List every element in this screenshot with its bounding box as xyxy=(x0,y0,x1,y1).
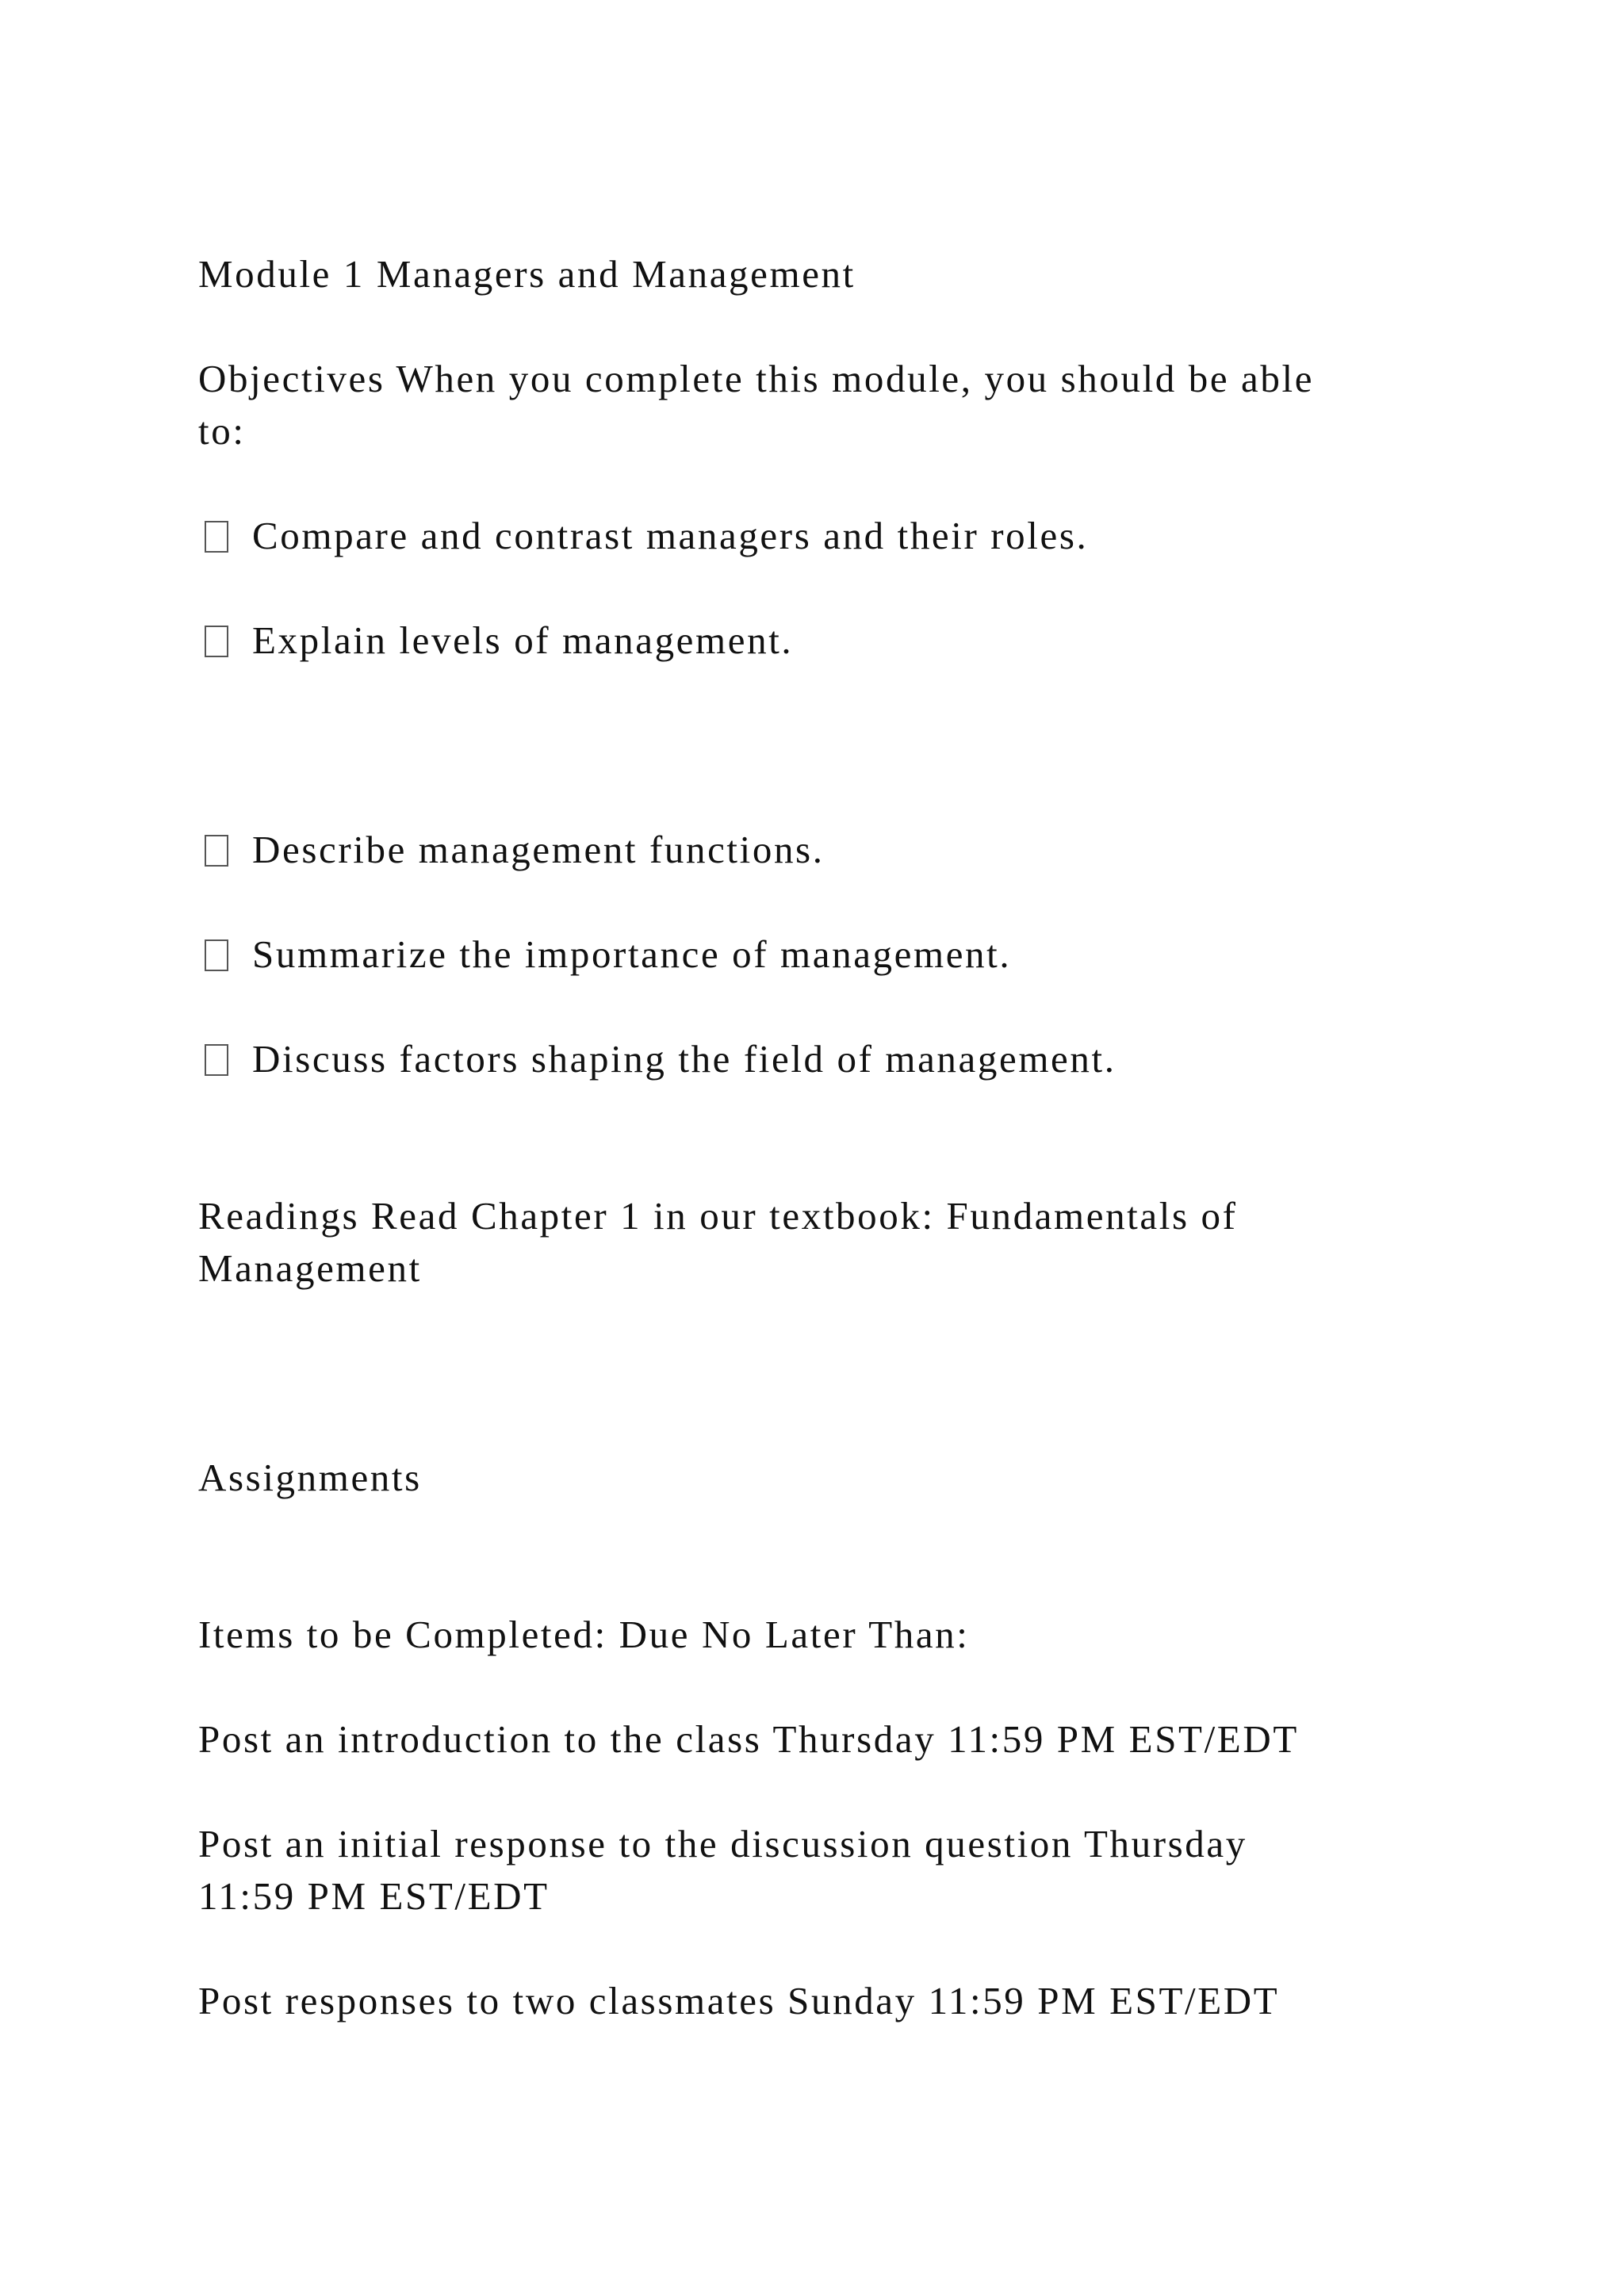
objective-item xyxy=(198,1033,1116,1085)
assignment-row: Post an introduction to the class Thursday 11:59 PM EST/EDT xyxy=(198,1717,1299,1761)
assignment-row-continued: 11:59 PM EST/EDT xyxy=(198,1874,550,1918)
objective-item xyxy=(198,824,825,876)
missing-glyph-box-icon xyxy=(205,939,228,971)
objective-item xyxy=(198,928,1011,981)
objective-text: Describe management functions. xyxy=(252,828,825,871)
readings-line-2: Management xyxy=(198,1246,422,1290)
missing-glyph-box-icon xyxy=(205,835,228,867)
assignment-row: Post responses to two classmates Sunday 11:59 PM EST/EDT xyxy=(198,1979,1280,2022)
objective-text: Discuss factors shaping the field of management. xyxy=(252,1037,1116,1081)
readings-line-1: Readings Read Chapter 1 in our textbook: Fundamentals of xyxy=(198,1194,1238,1238)
objectives-intro-line-1: Objectives When you complete this module, you should be able xyxy=(198,357,1315,400)
objective-item xyxy=(198,614,793,667)
objectives-intro-line-2: to: xyxy=(198,409,246,453)
assignments-table-header: Items to be Completed: Due No Later Than: xyxy=(198,1613,970,1656)
missing-glyph-box-icon xyxy=(205,1044,228,1076)
missing-glyph-box-icon xyxy=(205,626,228,657)
module-title: Module 1 Managers and Management xyxy=(198,252,856,296)
objective-text: Compare and contrast managers and their roles. xyxy=(252,514,1089,557)
objective-item xyxy=(198,510,1088,562)
assignment-row: Post an initial response to the discussion question Thursday xyxy=(198,1822,1247,1866)
objective-text: Explain levels of management. xyxy=(252,618,794,662)
objective-text: Summarize the importance of management. xyxy=(252,932,1012,976)
assignments-heading: Assignments xyxy=(198,1456,422,1499)
missing-glyph-box-icon xyxy=(205,521,228,553)
